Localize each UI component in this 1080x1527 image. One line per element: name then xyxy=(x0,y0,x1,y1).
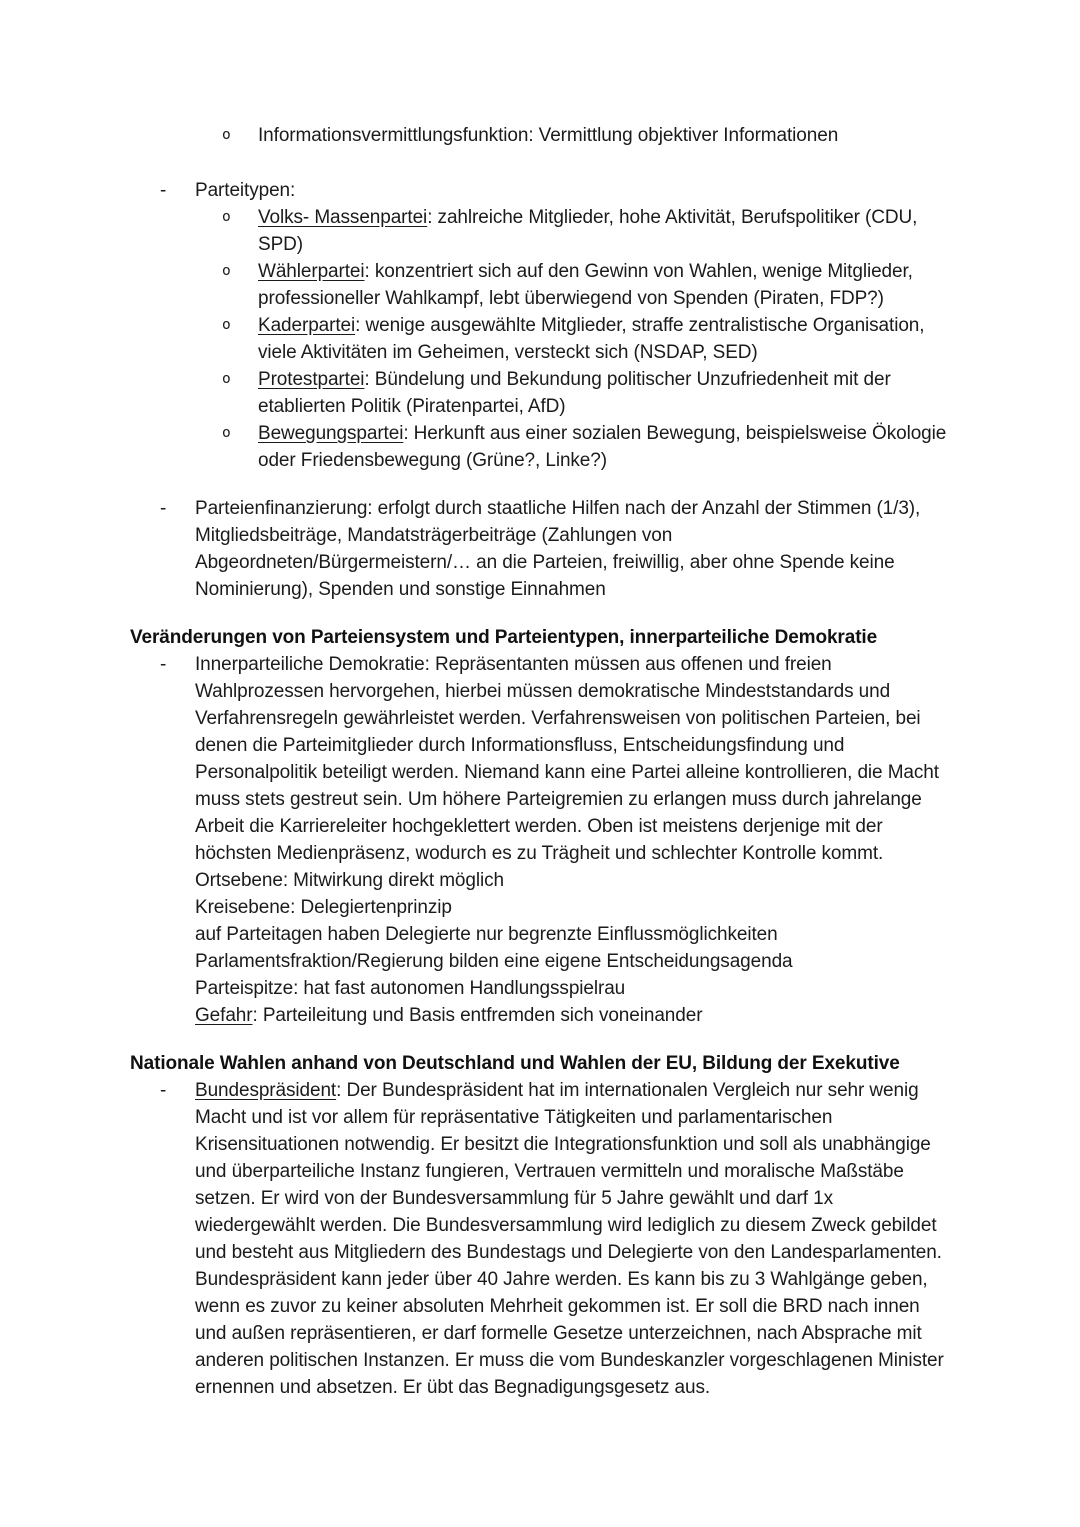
circle-bullet-icon: o xyxy=(222,425,231,441)
list-item-text: Parteienfinanzierung: erfolgt durch staatliche Hilfen nach der Anzahl der Stimmen (1/3), Mitgliedsbeiträge, Mandatsträgerbeiträge (Zahlungen von Abgeordneten/Bürgermeistern/… an die Parteien, freiwillig, aber ohne Spende keine Nominierung), Spenden und sonstige Einnahmen xyxy=(195,498,921,600)
line-ortsebene: Ortsebene: Mitwirkung direkt möglich xyxy=(195,870,504,891)
circle-bullet-icon: o xyxy=(222,371,231,387)
list-item-text xyxy=(258,420,950,474)
dash-bullet-icon: - xyxy=(160,654,167,675)
list-item-text: Informationsvermittlungsfunktion: Vermittlung objektiver Informationen xyxy=(258,125,839,146)
dash-bullet-icon: - xyxy=(160,180,167,201)
term-description: : Bündelung und Bekundung politischer Unzufriedenheit mit der etablierten Politik (Piratenpartei, AfD) xyxy=(258,369,891,417)
list-item-text xyxy=(258,312,950,366)
list-item-text xyxy=(195,651,950,1029)
list-item-kaderpartei xyxy=(130,312,950,366)
term-description: : zahlreiche Mitglieder, hohe Aktivität, Berufspolitiker (CDU, SPD) xyxy=(258,207,918,255)
underlined-term: Bundespräsident xyxy=(195,1080,337,1101)
circle-bullet-icon: o xyxy=(222,317,231,333)
underlined-term: Volks- Massenpartei xyxy=(258,207,428,228)
underlined-term: Protestpartei xyxy=(258,369,365,390)
line-parteitage: auf Parteitagen haben Delegierte nur begrenzte Einflussmöglichkeiten xyxy=(195,924,778,945)
term-description: : wenige ausgewählte Mitglieder, straffe zentralistische Organisation, viele Aktivitäten im Geheimen, versteckt sich (NSDAP, SED) xyxy=(258,315,925,363)
dash-bullet-icon: - xyxy=(160,1080,167,1101)
paragraph-democracy: Innerparteiliche Demokratie: Repräsentanten müssen aus offenen und freien Wahlprozessen hervorgehen, hierbei müssen demokratische Mindeststandards und Verfahrensregeln gewährleistet werden. Verfahrensweisen von politischen Parteien, bei denen die Parteimitglieder durch Informationsfluss, Entscheidungsfindung und Personalpolitik beteiligt werden. Niemand kann eine Partei alleine kontrollieren, die Macht muss stets gestreut sein. Um höhere Parteigremien zu erlangen muss durch jahrelange Arbeit die Karriereleiter hochgeklettert werden. Oben ist meistens derjenige mit der höchsten Medienpräsenz, wodurch es zu Trägheit und schlechter Kontrolle kommt. xyxy=(195,654,939,864)
list-item-protestpartei xyxy=(130,366,950,420)
term-description: : Parteileitung und Basis entfremden sich voneinander xyxy=(252,1005,703,1026)
term-description: : Herkunft aus einer sozialen Bewegung, beispielsweise Ökologie oder Friedensbewegung (Grüne?, Linke?) xyxy=(258,423,947,471)
circle-bullet-icon: o xyxy=(222,209,231,225)
list-item-information-function xyxy=(130,122,950,149)
underlined-term: Kaderpartei xyxy=(258,315,356,336)
list-item-text xyxy=(258,366,950,420)
list-item-party-financing xyxy=(130,495,950,603)
paragraph-bundespraesident: : Der Bundespräsident hat im internationalen Vergleich nur sehr wenig Macht und ist vor allem für repräsentative Tätigkeiten und parlamentarischen Krisensituationen notwendig. Er besitzt die Integrationsfunktion und soll als unabhängige und überparteiliche Instanz fungieren, Vertrauen vermitteln und moralische Maßstäbe setzen. Er wird von der Bundesversammlung für 5 Jahre gewählt und darf 1x wiedergewählt werden. Die Bundesversammlung wird lediglich zu diesem Zweck gebildet und besteht aus Mitgliedern des Bundestags und Delegierte von den Landesparlamenten. Bundespräsident kann jeder über 40 Jahre werden. Es kann bis zu 3 Wahlgänge geben, wenn es zuvor zu keiner absoluten Mehrheit gekommen ist. Er soll die BRD nach innen und außen repräsentieren, er darf formelle Gesetze unterzeichnen, nach Absprache mit anderen politischen Instanzen. Er muss die vom Bundeskanzler vorgeschlagenen Minister ernennen und absetzen. Er übt das Begnadigungsgesetz aus. xyxy=(195,1080,944,1398)
list-item-text xyxy=(258,204,950,258)
list-item-waehlerpartei xyxy=(130,258,950,312)
line-parteispitze: Parteispitze: hat fast autonomen Handlungsspielrau xyxy=(195,978,626,999)
line-gefahr xyxy=(195,1002,950,1029)
underlined-term: Wählerpartei xyxy=(258,261,365,282)
list-item-party-types xyxy=(130,177,950,204)
list-item-text: Parteitypen: xyxy=(195,180,296,201)
list-item-text xyxy=(258,258,950,312)
list-item-bewegungspartei xyxy=(130,420,950,474)
list-item-text xyxy=(195,1077,950,1401)
underlined-term: Bewegungspartei xyxy=(258,423,404,444)
underlined-term: Gefahr xyxy=(195,1005,253,1026)
term-description: : konzentriert sich auf den Gewinn von Wahlen, wenige Mitglieder, professioneller Wahlkampf, lebt überwiegend von Spenden (Piraten, FDP?) xyxy=(258,261,913,309)
line-parlamentsfraktion: Parlamentsfraktion/Regierung bilden eine eigene Entscheidungsagenda xyxy=(195,951,793,972)
list-item-inner-party-democracy xyxy=(130,651,950,1029)
section-heading-national-elections: Nationale Wahlen anhand von Deutschland und Wahlen der EU, Bildung der Exekutive xyxy=(130,1053,900,1074)
circle-bullet-icon: o xyxy=(222,263,231,279)
section-heading-democracy: Veränderungen von Parteiensystem und Parteientypen, innerparteiliche Demokratie xyxy=(130,627,878,648)
list-item-volks-massenpartei xyxy=(130,204,950,258)
line-kreisebene: Kreisebene: Delegiertenprinzip xyxy=(195,897,452,918)
list-item-bundespraesident xyxy=(130,1077,950,1401)
dash-bullet-icon: - xyxy=(160,498,167,519)
circle-bullet-icon: o xyxy=(222,127,231,143)
